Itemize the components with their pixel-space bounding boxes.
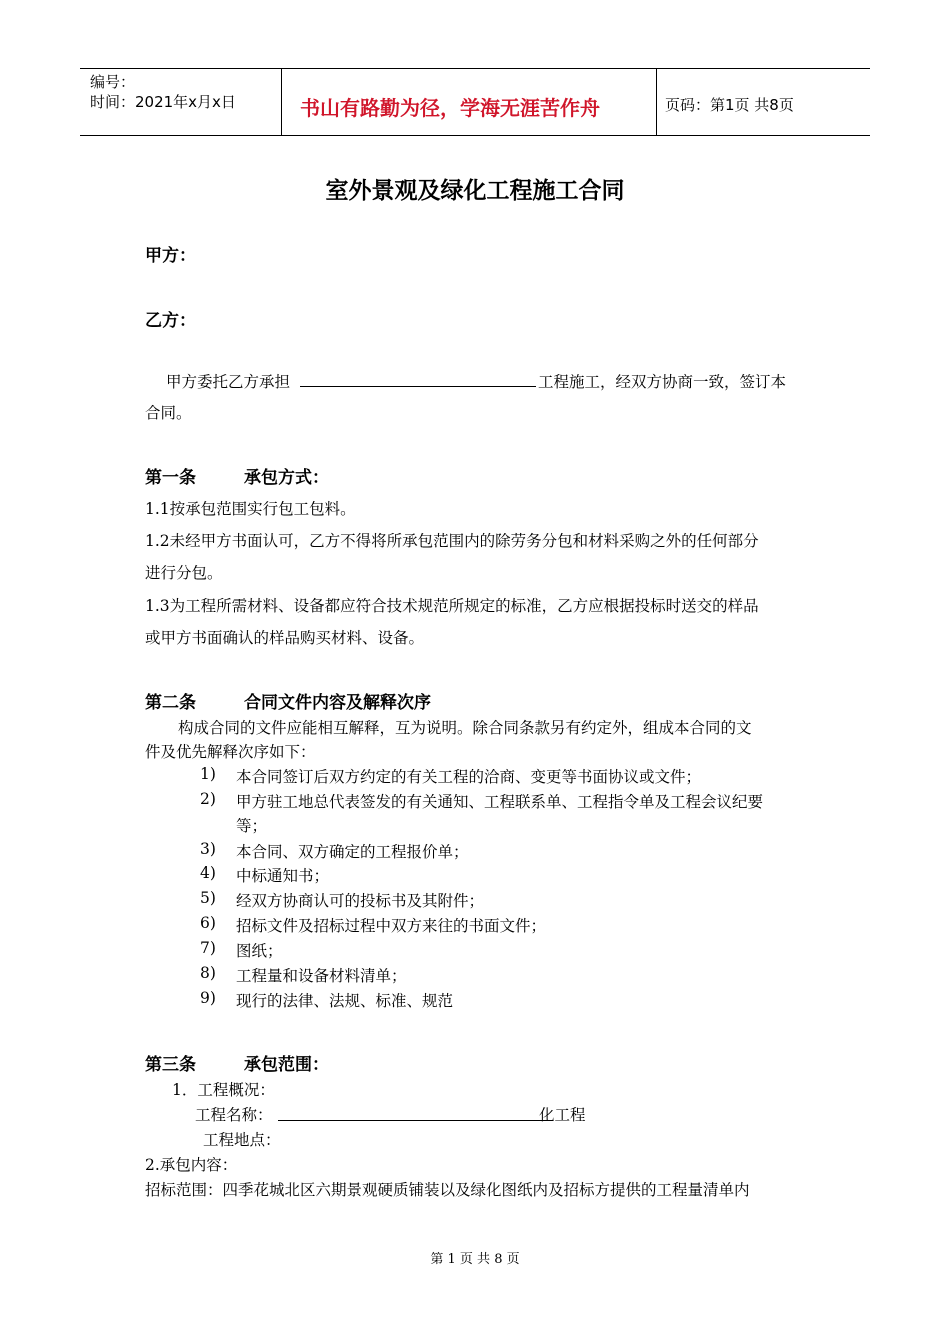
header-number-label: 编号： xyxy=(90,73,136,91)
list-item: 甲方驻工地总代表签发的有关通知、工程联系单、工程指令单及工程会议纪要 xyxy=(236,793,764,811)
party-b-label: 乙方： xyxy=(145,311,196,331)
list-item-number: 4) xyxy=(200,864,216,882)
intro-text-after: 工程施工，经双方协商一致，签订本 xyxy=(538,373,787,391)
article1-clause3-line2: 或甲方书面确认的样品购买材料、设备。 xyxy=(145,629,425,647)
list-item-number: 3) xyxy=(200,840,216,858)
header-top-rule xyxy=(80,68,870,69)
article1-clause1: 1.1按承包范围实行包工包料。 xyxy=(145,500,356,518)
list-item-continuation: 等； xyxy=(236,817,268,835)
list-item: 经双方协商认可的投标书及其附件； xyxy=(236,892,485,910)
list-item: 图纸； xyxy=(236,942,283,960)
list-item: 中标通知书； xyxy=(236,867,330,885)
intro-text-line2: 合同。 xyxy=(145,404,192,422)
list-item: 本合同签订后双方约定的有关工程的洽商、变更等书面协议或文件； xyxy=(236,768,702,786)
article2-intro-line2: 件及优先解释次序如下： xyxy=(145,743,316,761)
project-name-blank xyxy=(278,1120,553,1121)
header-motto: 书山有路勤为径，学海无涯苦作舟 xyxy=(300,96,600,120)
header-bottom-rule xyxy=(80,135,870,136)
list-item-number: 8) xyxy=(200,964,216,982)
intro-text-before: 甲方委托乙方承担 xyxy=(166,373,291,391)
article1-number: 第一条 xyxy=(145,468,196,488)
article1-clause2-line2: 进行分包。 xyxy=(145,564,223,582)
page-footer: 第 1 页 共 8 页 xyxy=(430,1252,520,1267)
list-item-number: 1) xyxy=(200,765,216,783)
list-item-number: 7) xyxy=(200,939,216,957)
article1-clause2-line1: 1.2未经甲方书面认可，乙方不得将所承包范围内的除劳务分包和材料采购之外的任何部分 xyxy=(145,532,759,550)
list-item: 本合同、双方确定的工程报价单； xyxy=(236,843,469,861)
list-item-number: 5) xyxy=(200,889,216,907)
header-time-label: 时间：2021年x月x日 xyxy=(90,93,236,111)
article3-scope-text: 招标范围：四季花城北区六期景观硬质铺装以及绿化图纸内及招标方提供的工程量清单内 xyxy=(145,1181,750,1199)
document-title: 室外景观及绿化工程施工合同 xyxy=(325,178,625,204)
article3-scope-label: 2.承包内容： xyxy=(145,1156,238,1174)
article1-clause3-line1: 1.3为工程所需材料、设备都应符合技术规范所规定的标准，乙方应根据投标时送交的样品 xyxy=(145,597,759,615)
list-item-number: 6) xyxy=(200,914,216,932)
article3-heading: 承包范围： xyxy=(244,1055,329,1075)
header-page-info: 页码：第1页 共8页 xyxy=(665,96,794,114)
article2-intro-line1: 构成合同的文件应能相互解释，互为说明。除合同条款另有约定外，组成本合同的文 xyxy=(178,719,752,737)
article3-overview-label: 1．工程概况： xyxy=(172,1081,275,1099)
project-name-label: 工程名称： xyxy=(195,1106,273,1124)
list-item: 工程量和设备材料清单； xyxy=(236,967,407,985)
project-name-suffix: 化工程 xyxy=(539,1106,586,1124)
article3-number: 第三条 xyxy=(145,1055,196,1075)
article2-number: 第二条 xyxy=(145,693,196,713)
list-item-number: 2) xyxy=(200,790,216,808)
list-item-number: 9) xyxy=(200,989,216,1007)
header-divider-left xyxy=(281,68,282,135)
article2-heading: 合同文件内容及解释次序 xyxy=(244,693,431,713)
article1-heading: 承包方式： xyxy=(244,468,329,488)
list-item: 现行的法律、法规、标准、规范 xyxy=(236,992,454,1010)
project-site-label: 工程地点： xyxy=(203,1131,281,1149)
header-divider-right xyxy=(656,68,657,135)
list-item: 招标文件及招标过程中双方来往的书面文件； xyxy=(236,917,547,935)
project-blank-line xyxy=(300,386,536,387)
party-a-label: 甲方： xyxy=(145,246,196,266)
